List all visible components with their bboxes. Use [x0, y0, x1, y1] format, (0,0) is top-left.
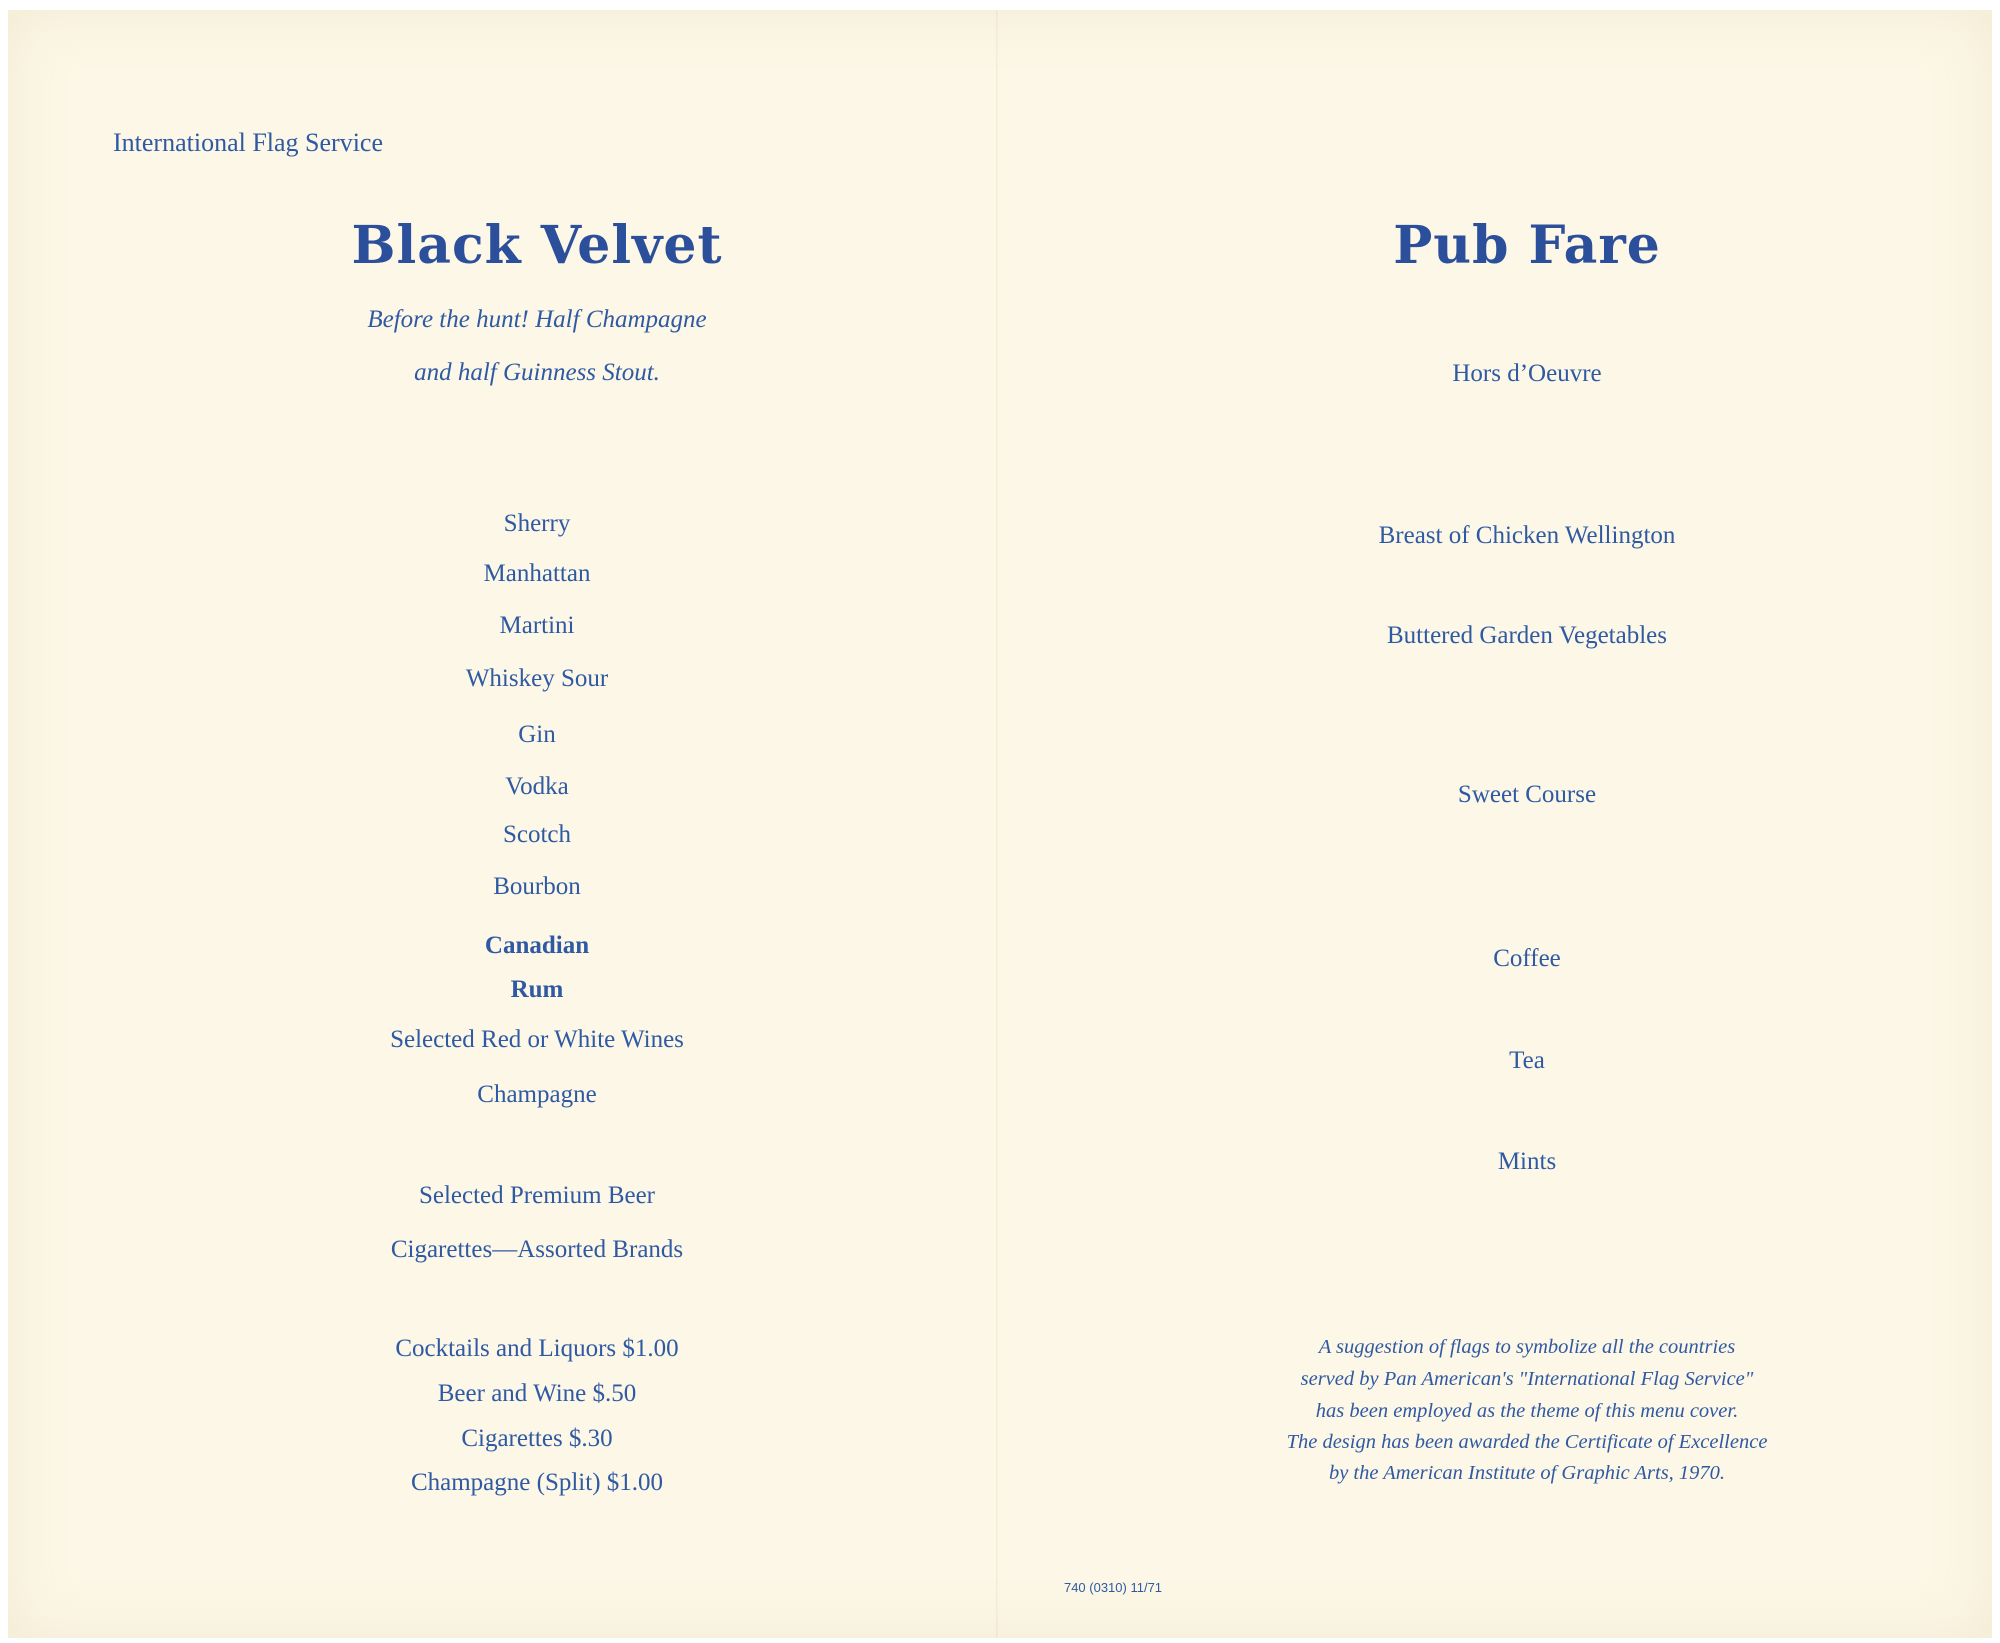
drink-item: Selected Premium Beer: [418, 1182, 656, 1209]
price-line: Beer and Wine $.50: [437, 1380, 637, 1407]
center-fold: [996, 10, 998, 1638]
price-line: Cigarettes $.30: [461, 1425, 613, 1452]
note-line: A suggestion of flags to symbolize all the countries: [1318, 1336, 1736, 1358]
left-page-title: Black Velvet: [351, 215, 723, 276]
drink-item: Rum: [510, 976, 564, 1003]
right-page-title: Pub Fare: [1393, 215, 1661, 276]
drink-item: Scotch: [502, 821, 572, 848]
drink-item: Manhattan: [483, 560, 591, 587]
drink-item: Selected Red or White Wines: [390, 1026, 684, 1053]
drink-item: Martini: [499, 612, 575, 639]
drink-item: Gin: [518, 721, 556, 748]
service-label: International Flag Service: [113, 128, 384, 157]
course-item: Coffee: [1493, 945, 1561, 972]
drink-item: Vodka: [505, 773, 569, 800]
drink-item: Sherry: [503, 510, 571, 537]
description-line-2: and half Guinness Stout.: [414, 359, 660, 386]
note-line: served by Pan American's "International Flag Service": [1300, 1368, 1754, 1390]
price-line: Champagne (Split) $1.00: [410, 1469, 664, 1496]
course-item: Mints: [1497, 1148, 1557, 1175]
form-code: 740 (0310) 11/71: [1063, 1580, 1163, 1595]
drink-item: Bourbon: [493, 873, 581, 900]
drink-item: Whiskey Sour: [465, 665, 609, 692]
description-line-1: Before the hunt! Half Champagne: [367, 306, 707, 333]
drink-item: Canadian: [484, 932, 590, 959]
course-item: Breast of Chicken Wellington: [1378, 522, 1676, 549]
course-item: Sweet Course: [1457, 781, 1597, 808]
note-line: by the American Institute of Graphic Arts, 1970.: [1328, 1462, 1726, 1484]
course-item: Buttered Garden Vegetables: [1387, 622, 1667, 649]
drink-item: Champagne: [477, 1081, 597, 1108]
menu-sheet: [8, 10, 1992, 1638]
price-line: Cocktails and Liquors $1.00: [395, 1335, 679, 1362]
note-line: has been employed as the theme of this menu cover.: [1315, 1400, 1739, 1422]
course-item: Hors d’Oeuvre: [1452, 360, 1602, 387]
course-item: Tea: [1509, 1047, 1545, 1074]
drink-item: Cigarettes—Assorted Brands: [390, 1236, 684, 1263]
note-line: The design has been awarded the Certificate of Excellence: [1286, 1431, 1768, 1453]
